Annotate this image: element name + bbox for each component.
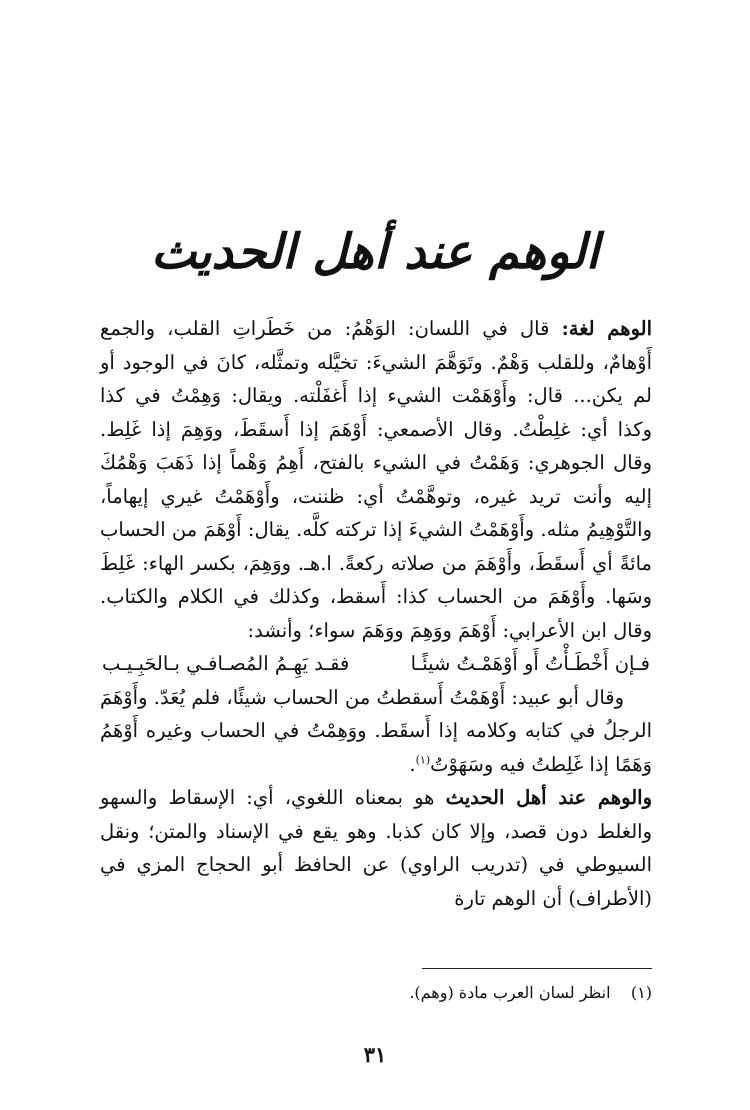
paragraph-text: قال في اللسان: الوَهْمُ: من خَطَراتِ القلب، والجمع أَوْهامٌ، وللقلب وَهْمٌ. وتَوَهَّمَ الشيءَ: تخيَّله وتمثَّله، كانَ في الوجود أو لم يكن... قال: وأَوْهَمْت الشيء إذا أَغفَلْته. ويقال: وَهِمْتُ في كذا وكذا أي: غلِطْتُ. وقال الأصمعي: أَوْهَمَ إذا أَسقَطَ، ووَهِمَ إذا غَلِط. وقال الجوهري: وَهَمْتُ في الشيء بالفتح، أَهِمُ وَهْماً إذا ذَهَبَ وَهْمُكَ إليه وأنت تريد غيره، وتوهَّمْتُ أي: ظننت، وأَوْهَمْتُ غيري إيهاماً، والتَّوْهِيمُ مثله. وأَوْهَمْتُ الشيءَ إذا تركته كلَّه. يقال: أَوْهَمَ من الحساب مائةً أي أَسقَطَ، وأَوْهَمَ من صلاته ركعةً. ا.هـ. ووَهِمَ، بكسر الهاء: غَلِطَ وسَها. وأَوْهَمَ من الحساب كذا: أَسقط، وكذلك في الكلام والكتاب. وقال ابن الأعرابي: أَوْهَمَ ووَهِمَ ووَهَمَ سواء؛ وأنشد: — [100, 317, 652, 642]
verse-first-hemistich: فـإن أَخْطَـأْتُ أَو أَوْهَمْـتُ شيئًـا — [410, 652, 650, 675]
body-text — [100, 312, 652, 915]
paragraph-text: هو بمعناه اللغوي، أي: الإسقاط والسهو والغلط دون قصد، وإلا كان كذبا. وهو يقع في الإسناد والمتن؛ ونقل السيوطي في (تدريب الراوي) عن الحافظ أبو الحجاج المزي في (الأطراف) أن الوهم تارة — [100, 786, 652, 910]
term-hadith: والوهم عند أهل الحديث — [445, 786, 652, 809]
paragraph-lexical-meaning — [100, 312, 652, 647]
footnote-number: (١) — [630, 983, 652, 1002]
paragraph-abu-ubaid — [100, 681, 652, 782]
paragraph-hadith-meaning — [100, 781, 652, 915]
term-lexical: الوهم لغة: — [561, 317, 653, 340]
page-number: ٣١ — [363, 1042, 387, 1067]
footnote-divider — [422, 968, 652, 969]
chapter-title: الوهم عند أهل الحديث — [150, 224, 600, 280]
paragraph-end: . — [409, 752, 416, 776]
verse-second-hemistich: فقـد يَهِـمُ المُصـافـي بـالحَبِـيـب — [102, 652, 350, 675]
footnote-reference[interactable]: (١) — [415, 753, 431, 766]
paragraph-text: وقال أبو عبيد: أَوْهَمْتُ أَسقطتُ من الحساب شيئًا، فلم يُعَدّ. وأَوْهَمَ الرجلُ في كتابه وكلامه إذا أَسقَط. ووَهِمْتُ في الحساب وغيره أَوْهَمُ وَهَمًا إذا غَلِطتُ فيه وسَهَوْتُ — [100, 685, 652, 776]
footnote — [300, 980, 652, 1006]
poetry-verse — [100, 647, 652, 681]
footnote-text: انظر لسان العرب مادة (وهم). — [409, 983, 611, 1002]
